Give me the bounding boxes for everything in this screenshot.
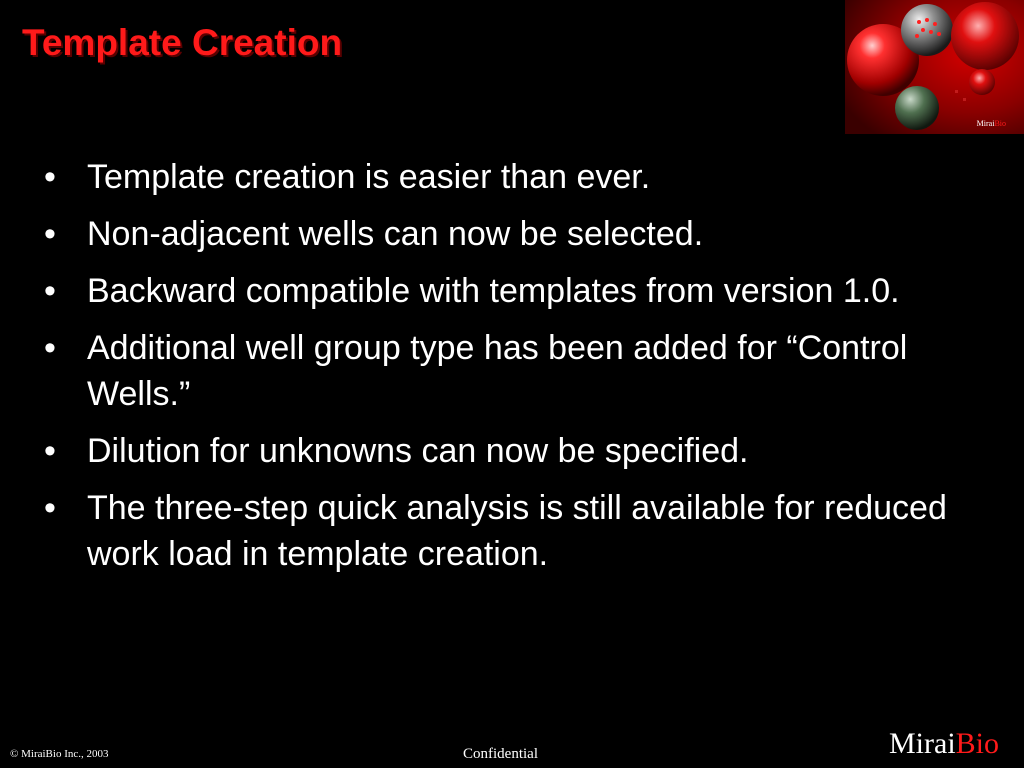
bullet-item: [42, 154, 982, 200]
bullet-item: [42, 325, 982, 417]
bullet-item: [42, 211, 982, 257]
bullet-marker: •: [44, 272, 56, 310]
bullet-list: [42, 154, 982, 588]
header-logo: [977, 119, 1006, 128]
bullet-item: [42, 268, 982, 314]
header-logo-part1: Mirai: [976, 119, 995, 128]
bullet-marker: •: [44, 489, 56, 527]
footer-confidential: Confidential: [463, 746, 538, 762]
footer-copyright: © MiraiBio Inc., 2003: [10, 748, 109, 760]
footer-logo-part1: Mirai: [889, 727, 956, 760]
bullet-text: Backward compatible with templates from version 1.0.: [87, 272, 900, 310]
bullet-marker: •: [44, 158, 56, 196]
slide-title: Template Creation: [22, 22, 343, 63]
footer-logo-part2: Bio: [955, 727, 1000, 760]
bullet-marker: •: [44, 329, 56, 367]
bullet-text: Non-adjacent wells can now be selected.: [87, 215, 704, 253]
bullet-marker: •: [44, 432, 56, 470]
header-sphere-graphic: [845, 0, 1024, 134]
bullet-item: [42, 485, 982, 577]
bullet-text: Additional well group type has been added for “Control Wells.”: [87, 329, 908, 413]
header-logo-part2: Bio: [994, 119, 1006, 128]
footer-brand-logo: [889, 727, 999, 761]
bullet-item: [42, 428, 982, 474]
bullet-text: Template creation is easier than ever.: [87, 158, 651, 196]
sphere-graphic: [845, 0, 1024, 134]
bullet-marker: •: [44, 215, 56, 253]
bullet-text: Dilution for unknowns can now be specified.: [87, 432, 749, 470]
bullet-text: The three-step quick analysis is still available for reduced work load in template creation.: [87, 489, 947, 573]
